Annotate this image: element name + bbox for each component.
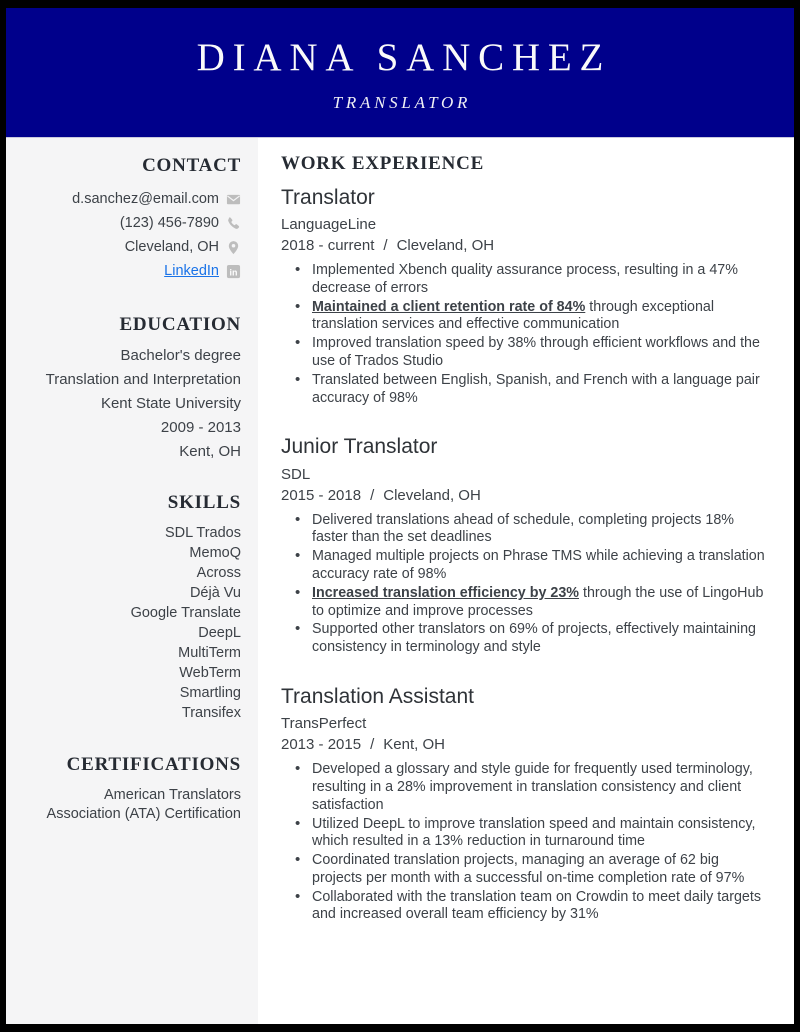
education-heading: EDUCATION <box>119 313 241 335</box>
job-entry <box>281 684 768 924</box>
skill-item: WebTerm <box>179 665 241 682</box>
date-separator: / <box>370 736 375 754</box>
job-bullet: • Implemented Xbench quality assurance process, resulting in a 47% decrease of errors <box>281 262 768 298</box>
skills-section <box>40 492 241 724</box>
job-list <box>281 185 768 924</box>
email-icon <box>226 191 241 206</box>
linkedin-link[interactable]: LinkedIn <box>164 262 219 279</box>
certifications-heading: CERTIFICATIONS <box>66 754 241 776</box>
job-bullet-list <box>281 512 768 657</box>
job-location: Cleveland, OH <box>383 486 481 504</box>
job-title: Translation Assistant <box>281 684 474 708</box>
education-location: Kent, OH <box>179 442 241 460</box>
contact-heading: CONTACT <box>142 155 241 176</box>
contact-section <box>40 155 241 283</box>
job-company: LanguageLine <box>281 215 377 233</box>
job-dates: 2015 - 2018 <box>281 486 362 504</box>
contact-item <box>40 187 241 211</box>
job-title: Translator <box>281 185 375 209</box>
skill-item: DeepL <box>198 625 241 642</box>
work-experience-section <box>258 138 794 1024</box>
skills-heading: SKILLS <box>167 491 241 513</box>
job-title: Junior Translator <box>281 435 438 459</box>
certifications-section <box>40 754 241 824</box>
job-bullet: • Collaborated with the translation team on Crowdin to meet daily targets and increased overall team efficiency by 31% <box>281 889 768 925</box>
job-company: SDL <box>281 465 311 483</box>
job-bullet-list <box>281 761 768 924</box>
skill-item: Smartling <box>179 685 241 702</box>
education-degree: Bachelor's degree <box>120 346 241 364</box>
job-dates-location <box>281 485 768 506</box>
skill-item: Google Translate <box>130 605 241 622</box>
certification-item: American Translators Association (ATA) Certification <box>46 787 241 823</box>
job-location: Cleveland, OH <box>396 236 495 254</box>
job-location: Kent, OH <box>383 736 445 754</box>
job-bullet: • Improved translation speed by 38% through efficient workflows and the use of Trados Studio <box>281 335 768 371</box>
job-bullet: • Supported other translators on 69% of projects, effectively maintaining consistency in terminology and style <box>281 621 768 657</box>
job-bullet: • Utilized DeepL to improve translation speed and maintain consistency, which resulted in a 13% reduction in turnaround time <box>281 816 768 852</box>
candidate-name: DIANA SANCHEZ <box>196 36 612 79</box>
linkedin-icon <box>226 263 241 278</box>
location-icon <box>226 239 241 254</box>
contact-item <box>40 235 241 259</box>
job-bullet: • Translated between English, Spanish, and French with a language pair accuracy of 98% <box>281 372 768 408</box>
job-bullet: • Coordinated translation projects, managing an average of 62 big projects per month with a successful on-time completion rate of 97% <box>281 852 768 888</box>
job-dates-location <box>281 235 768 256</box>
svg-text:in: in <box>229 267 238 278</box>
job-bullet: • Managed multiple projects on Phrase TMS while achieving a translation accuracy rate of 98% <box>281 548 768 584</box>
contact-item <box>40 211 241 235</box>
job-entry <box>281 434 768 657</box>
date-separator: / <box>370 486 375 504</box>
contact-value: d.sanchez@email.com <box>72 190 219 207</box>
sidebar <box>6 138 258 1024</box>
education-field: Translation and Interpretation <box>45 370 241 388</box>
job-bullet-list <box>281 262 768 407</box>
contact-item <box>40 259 241 283</box>
resume-header <box>6 8 794 138</box>
certifications-list <box>40 786 241 824</box>
phone-icon <box>226 215 241 230</box>
education-section <box>40 314 241 461</box>
education-dates: 2009 - 2013 <box>160 418 241 436</box>
date-separator: / <box>383 236 388 254</box>
job-bullet: • Maintained a client retention rate of 84% through exceptional translation services and effective communication <box>281 299 768 335</box>
job-bullet: • Delivered translations ahead of schedule, completing projects 18% faster than the set deadlines <box>281 512 768 548</box>
skills-list <box>40 523 241 723</box>
bullet-highlight: Increased translation efficiency by 23% <box>312 584 579 601</box>
contact-value: (123) 456-7890 <box>119 214 219 231</box>
candidate-title: TRANSLATOR <box>332 93 472 112</box>
skill-item: MemoQ <box>189 545 241 562</box>
work-experience-heading: WORK EXPERIENCE <box>281 153 485 174</box>
job-bullet: • Developed a glossary and style guide for frequently used terminology, resulting in a 28% improvement in translation consistency and client satisfaction <box>281 761 768 814</box>
skill-item: Across <box>196 565 241 582</box>
skill-item: Déjà Vu <box>189 585 241 602</box>
bullet-highlight: Maintained a client retention rate of 84% <box>312 298 586 315</box>
contact-value: Cleveland, OH <box>124 238 219 255</box>
skill-item: SDL Trados <box>164 525 241 542</box>
job-dates: 2013 - 2015 <box>281 736 362 754</box>
skill-item: Transifex <box>181 705 241 722</box>
job-dates: 2018 - current <box>281 236 375 254</box>
content-columns <box>6 138 794 1024</box>
job-company: TransPerfect <box>281 715 367 733</box>
job-dates-location <box>281 734 768 755</box>
contact-list <box>40 187 241 283</box>
job-bullet: • Increased translation efficiency by 23% through the use of LingoHub to optimize and improve processes <box>281 585 768 621</box>
job-entry <box>281 185 768 408</box>
education-school: Kent State University <box>100 394 241 412</box>
skill-item: MultiTerm <box>178 645 241 662</box>
